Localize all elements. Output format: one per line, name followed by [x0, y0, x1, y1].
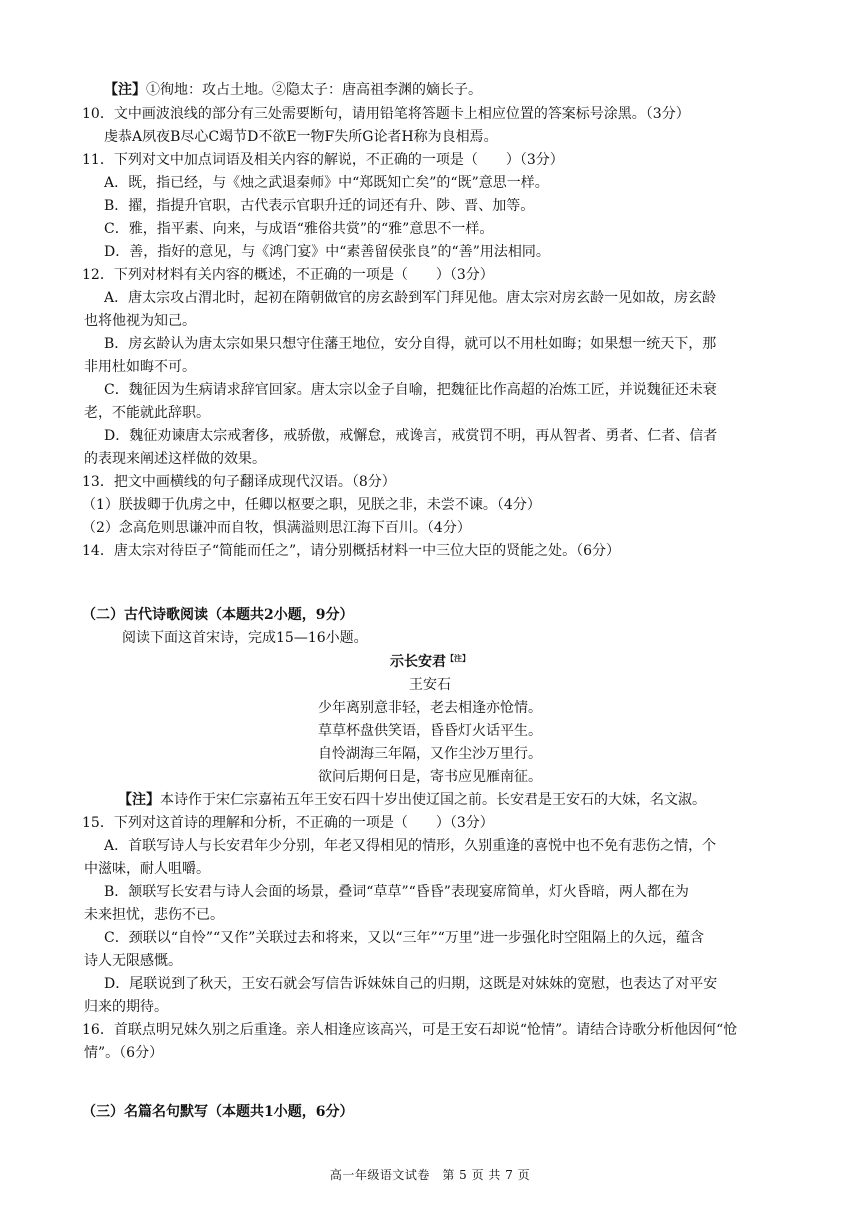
question-13-item-1: （1）朕拔卿于仇虏之中，任卿以枢要之职，见朕之非，未尝不谏。（4分） — [82, 497, 541, 513]
page-footer: 高一年级语文试卷 第 5 页 共 7 页 — [329, 1168, 531, 1182]
question-11-option-a: A．既，指已经，与《烛之武退秦师》中“郑既知亡矣”的“既”意思一样。 — [104, 175, 549, 191]
question-15-option-b-line1: B．颔联写长安君与诗人会面的场景，叠词“草草”“昏昏”表现宴席简单，灯火昏暗，两人都在为 — [104, 884, 689, 900]
poem-title-text: 示长安君 — [390, 654, 446, 670]
question-15-option-b-line2: 未来担忧，悲伤不已。 — [84, 907, 224, 923]
question-12-stem: 12．下列对材料有关内容的概述，不正确的一项是（ ）（3分） — [82, 267, 494, 283]
question-10-stem: 10．文中画波浪线的部分有三处需要断句，请用铅笔将答题卡上相应位置的答案标号涂黑。（3分） — [82, 106, 690, 122]
question-16-line2: 情”。（6分） — [84, 1045, 164, 1061]
question-14-stem: 14．唐太宗对待臣子“简能而任之”，请分别概括材料一中三位大臣的贤能之处。（6分） — [82, 543, 621, 559]
question-13-item-2: （2）念高危则思谦冲而自牧，惧满溢则思江海下百川。（4分） — [82, 520, 471, 536]
question-15-option-c-line2: 诗人无限感慨。 — [84, 953, 182, 969]
poem-line-4: 欲问后期何日是，寄书应见雁南征。 — [318, 769, 542, 785]
section-2-heading: （二）古代诗歌阅读（本题共2小题，9分） — [82, 607, 354, 623]
poem-note-text: 本诗作于宋仁宗嘉祐五年王安石四十岁出使辽国之前。长安君是王安石的大妹，名文淑。 — [160, 792, 706, 808]
poem-line-1: 少年离别意非轻，老去相逢亦怆情。 — [318, 700, 542, 716]
note-label: 【注】 — [104, 82, 146, 98]
poem-title — [0, 652, 860, 674]
question-12-option-c-line2: 老，不能就此辞职。 — [84, 405, 210, 421]
note-line — [104, 80, 482, 102]
question-15-option-a-line2: 中滋味，耐人咀嚼。 — [84, 861, 210, 877]
poem-line-3: 自怜湖海三年隔，又作尘沙万里行。 — [318, 746, 542, 762]
question-15-stem: 15．下列对这首诗的理解和分析，不正确的一项是（ ）（3分） — [82, 815, 494, 831]
question-11-option-c: C．雅，指平素、向来，与成语“雅俗共赏”的“雅”意思不一样。 — [104, 221, 494, 237]
question-12-option-a-line1: A．唐太宗攻占渭北时，起初在隋朝做官的房玄龄到军门拜见他。唐太宗对房玄龄一见如故，房玄龄 — [104, 290, 717, 306]
question-10-passage: 虔恭A夙夜B尽心C竭节D不欲E一物F失所G论者H称为良相焉。 — [104, 129, 498, 145]
poem-note — [118, 790, 706, 812]
question-12-option-d-line1: D．魏征劝谏唐太宗戒奢侈，戒骄傲，戒懈怠，戒谗言，戒赏罚不明，再从智者、勇者、仁者、信者 — [104, 428, 718, 444]
question-11-option-b: B．擢，指提升官职，古代表示官职升迁的词还有升、陟、晋、加等。 — [104, 198, 535, 214]
question-12-option-d-line2: 的表现来阐述这样做的效果。 — [84, 451, 266, 467]
question-12-option-c-line1: C．魏征因为生病请求辞官回家。唐太宗以金子自喻，把魏征比作高超的冶炼工匠，并说魏征还未衰 — [104, 382, 717, 398]
question-13-stem: 13．把文中画横线的句子翻译成现代汉语。（8分） — [82, 474, 396, 490]
question-12-option-a-line2: 也将他视为知己。 — [84, 313, 196, 329]
poem-note-label: 【注】 — [118, 792, 160, 808]
poem-title-note-marker: 【注】 — [446, 653, 470, 663]
note-text: ①徇地：攻占土地。②隐太子：唐高祖李渊的嫡长子。 — [146, 82, 482, 98]
question-12-option-b-line1: B．房玄龄认为唐太宗如果只想守住藩王地位，安分自得，就可以不用杜如晦；如果想一统天下，那 — [104, 336, 717, 352]
question-15-option-d-line2: 归来的期待。 — [84, 999, 168, 1015]
section-3-heading: （三）名篇名句默写（本题共1小题，6分） — [82, 1104, 354, 1120]
poem-author: 王安石 — [409, 677, 451, 693]
question-11-stem: 11．下列对文中加点词语及相关内容的解说，不正确的一项是（ ）（3分） — [82, 152, 564, 168]
question-15-option-c-line1: C．颈联以“自怜”“又作”关联过去和将来，又以“三年”“万里”进一步强化时空阻隔上的久远，蕴含 — [104, 930, 704, 946]
section-2-intro: 阅读下面这首宋诗，完成15—16小题。 — [122, 630, 368, 646]
question-11-option-d: D．善，指好的意见，与《鸿门宴》中“素善留侯张良”的“善”用法相同。 — [104, 244, 550, 260]
question-16-line1: 16．首联点明兄妹久别之后重逢。亲人相逢应该高兴，可是王安石却说“怆情”。请结合诗歌分析他因何“怆 — [82, 1022, 738, 1038]
question-15-option-d-line1: D．尾联说到了秋天，王安石就会写信告诉妹妹自己的归期，这既是对妹妹的宽慰，也表达了对平安 — [104, 976, 718, 992]
question-15-option-a-line1: A．首联写诗人与长安君年少分别，年老又得相见的情形，久别重逢的喜悦中也不免有悲伤之情，个 — [104, 838, 717, 854]
poem-line-2: 草草杯盘供笑语，昏昏灯火话平生。 — [318, 723, 542, 739]
question-12-option-b-line2: 非用杜如晦不可。 — [84, 359, 196, 375]
